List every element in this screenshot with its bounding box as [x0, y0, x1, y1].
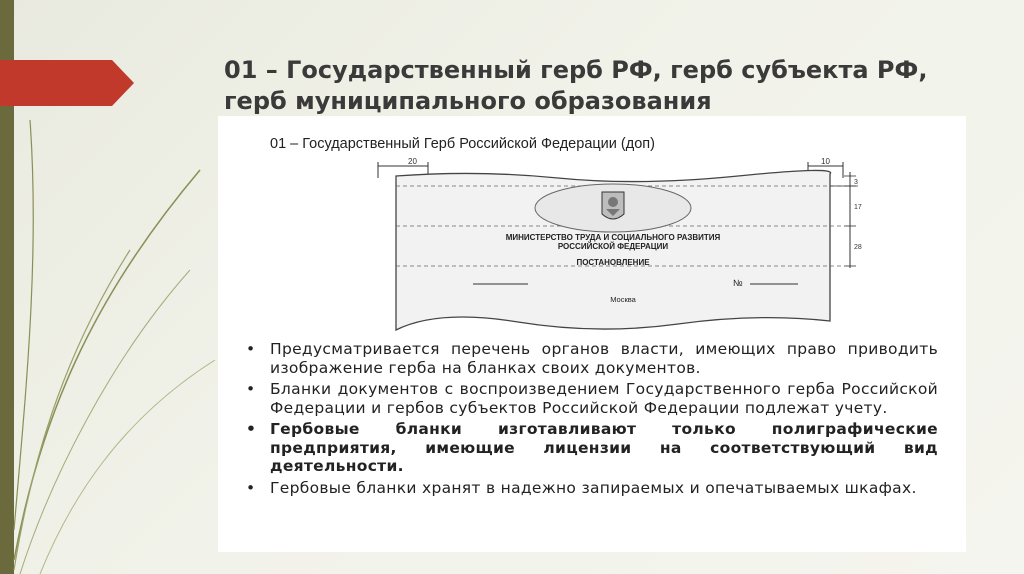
bullet-marker: •: [246, 380, 256, 398]
dim-right-3: 28: [854, 244, 862, 251]
bullet-item-2: • Бланки документов с воспроизведением Государственного герба Российской Федерации и гербов субъектов Российской Федерации подлежат учету.: [246, 380, 938, 417]
bullet-marker: •: [246, 420, 257, 438]
title-arrow-marker: [0, 60, 135, 106]
slide-title: 01 – Государственный герб РФ, герб субъекта РФ, герб муниципального образования: [224, 56, 928, 115]
bullet-item-3: • Гербовые бланки изготавливают только полиграфические предприятия, имеющие лицензии на соответствующий вид деятельности.: [246, 420, 938, 475]
number-sign: №: [733, 278, 743, 288]
dim-right-2: 17: [854, 204, 862, 211]
bullet-marker: •: [246, 340, 256, 358]
dim-top-left: 20: [408, 157, 417, 166]
form-caption: 01 – Государственный Герб Российской Федерации (доп): [270, 136, 655, 152]
bullet-marker: •: [246, 478, 256, 497]
dim-right-1: 3: [854, 179, 858, 186]
dim-top-right: 10: [821, 157, 830, 166]
ministry-line-1: МИНИСТЕРСТВО ТРУДА И СОЦИАЛЬНОГО РАЗВИТИЯ: [505, 233, 721, 242]
letterhead-form-diagram: [218, 116, 966, 341]
bullet-item-4: • Гербовые бланки хранят в надежно запираемых и опечатываемых шкафах.: [246, 478, 917, 497]
document-type: ПОСТАНОВЛЕНИЕ: [576, 258, 650, 267]
content-panel: [218, 116, 966, 552]
bullet-item-1: • Предусматривается перечень органов власти, имеющих право приводить изображение герба на бланках своих документов.: [246, 340, 938, 377]
coat-of-arms-icon: [602, 192, 624, 219]
ministry-line-2: РОССИЙСКОЙ ФЕДЕРАЦИИ: [557, 242, 669, 251]
city-label: Москва: [610, 295, 636, 304]
bullet-list: [246, 340, 938, 497]
